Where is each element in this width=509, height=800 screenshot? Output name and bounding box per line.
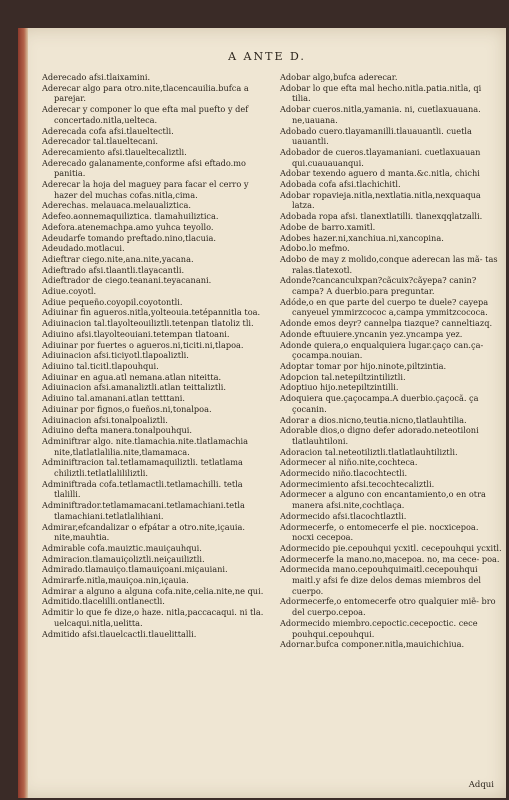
dictionary-entry: Aderecar y componer lo que efta mal puefto y def concertado.nitla,ueltecа.	[42, 104, 249, 125]
dictionary-entry: Adormecido niño.tlacochtectli.	[280, 468, 408, 479]
dictionary-entry: Aderechas. melauaca.melaualiztica.	[42, 200, 192, 211]
dictionary-entry: Adiue pequeño.coyopil.coyotontli.	[42, 296, 183, 307]
dictionary-entry: Adobar cueros.nitla,yamania. ni, cuetlaxuauana. ne,uauana.	[280, 104, 481, 125]
dictionary-entry: Adormecer a alguno con encantamiento,o en otra manera afsi.nite,cochtlaça.	[280, 489, 486, 511]
dictionary-entry: Adormecerfe, o entomecerfe el pie. nocxicepoa. nocxi cecepoa.	[280, 521, 479, 543]
dictionary-entry: Adormecida mano.cepouhquimaitl.cecepouhqui maitl.y afsi fe dize delos demas miembros del cuerpo.	[280, 564, 481, 596]
page-binding-edge	[18, 28, 28, 798]
dictionary-entry: Adiuinacion afsi.ticiyotl.tlapoaliztli.	[42, 350, 189, 361]
dictionary-entry: Adieftrador de ciego.teanani.teyacanani.	[42, 275, 212, 286]
dictionary-page	[18, 28, 506, 798]
dictionary-entry: Admirable cofa.mauiztic.mauiçauhqui.	[42, 542, 202, 553]
dictionary-entry: Adoptar tomar por hijo.ninote,piltzintia.	[280, 360, 447, 371]
dictionary-entry: Adobar ropavieja.nitla,nextlatia.nitla,nexquaqua latza.	[280, 189, 481, 211]
dictionary-entry: Adieftrado afsi.tlaantli.tlayacantli.	[42, 264, 185, 275]
dictionary-entry: Aderecar la hoja del maguey para facar el cerro y hazer del muchas cofas.nitla,cima.	[42, 179, 249, 200]
dictionary-entry: Adoquiera que.çaçocampa.A duerbio.çaçocã. ça çocanin.	[280, 393, 479, 414]
dictionary-entry: Adieftrar ciego.nite,ana.nite,yacana.	[42, 253, 194, 264]
dictionary-entry: Adorable dios,o digno defer adorado.neteotiloni tlatlauhtiloni.	[280, 425, 479, 446]
dictionary-entry: Adobo.lo mefmo.	[280, 243, 350, 254]
dictionary-entry: Admiracion.tlamauiçoliztli.neiçauiliztli.	[42, 553, 205, 564]
dictionary-entry: Adiue.coyotl.	[42, 286, 97, 297]
dictionary-entry: Admirar a alguno a alguna cofa.nite,celia.nite,ne qui.	[42, 585, 264, 596]
dictionary-entry: Adobar texendo aguero d manta.&c.nitla, chichi	[280, 168, 480, 179]
dictionary-entry: Adonde emos deyr? cannelpa tiazque? canneltiazq.	[280, 318, 493, 329]
dictionary-entry: Adminiftrador.tetlamamacani.tetlamachiani.tetla tlamachiani.tetlatlalihiani.	[42, 500, 245, 521]
dictionary-entry: Aderecar algo para otro.nite,tlacencauilia.bufca a parejar.	[42, 82, 249, 104]
dictionary-entry: Adiuinar por fuertes o agueros.ni,ticiti.ni,tlapoa.	[42, 339, 244, 350]
dictionary-entry: Admitido afsi.tlauelcactli.tlauelittalli.	[42, 628, 197, 639]
dictionary-entry: Adiuinar en agua.atl nemana.atlan niteitta.	[42, 371, 222, 382]
dictionary-entry: Adormecido pie.cepouhqui ycxitl. cecepouhqui ycxitl.	[280, 542, 502, 553]
dictionary-entry: Adopcion tal.netepiltzintiliztli.	[280, 371, 406, 382]
dictionary-entry: Adoracion tal.neteotiliztli.tlatlatlauhtiliztli.	[280, 446, 458, 457]
dictionary-entry: Adiuino tal.amanani.atlan tetttani.	[42, 393, 185, 404]
dictionary-entry: Adefeo.aonnemaquiliztica. tlamahuiliztica.	[42, 211, 219, 222]
dictionary-entry: Adiuinacion tal.tlayolteouiliztli.tetenpan tlatoliz tli.	[42, 318, 254, 329]
running-head: A ANTE D.	[228, 50, 306, 63]
dictionary-entry: Aderecado galanamente,conforme afsi eftado.mo panitia.	[42, 157, 246, 179]
dictionary-entry: Adminiftrada cofa.tetlamactli.tetlamachilli. tetla tlalilli.	[42, 478, 243, 500]
dictionary-entry: Admitido.tlacelilli.ontlanectli.	[42, 596, 165, 607]
dictionary-entry: Adminiftracion tal.tetlamamaquiliztli. tetlatlama chiliztli.tetlatlalililiztli.	[42, 457, 243, 479]
dictionary-entry: Adminiftrar algo. nite.tlamachia.nite.tlatlamachia nite,tlatlatlalilia.nite,tlamamaca.	[42, 435, 249, 457]
dictionary-entry: Adiuino defta manera.tonalpouhqui.	[42, 425, 192, 436]
catchword: Adqui	[468, 780, 494, 790]
dictionary-entry: Adiuino tal.ticitl.tlapouhqui.	[42, 360, 159, 371]
dictionary-entry: Admirar,efcandalizar o efpátar a otro.nite,içauia. nite,mauhtia.	[42, 521, 245, 543]
dictionary-entry: Aderecado afsi.tlaixamini.	[42, 72, 151, 82]
dictionary-entry: Adóde,o en que parte del cuerpo te duele? cayepa canyeuel ymmirzcococ a,campa ymmitzcococa.	[280, 296, 489, 318]
dictionary-entry: Adormecido miembro.cepoctic.cecepoctic. cece pouhqui.cepouhqui.	[280, 617, 478, 639]
dictionary-entry: Adormecimiento afsi.tecochtecaliztli.	[280, 478, 435, 489]
dictionary-entry: Adiuinar fin agueros.nitla,yolteouia.tetépannitla toa.	[42, 307, 261, 318]
dictionary-entry: Adeudado.motlacui.	[42, 243, 125, 254]
dictionary-entry: Adormecido afsi.tlacochtlaztli.	[280, 510, 407, 521]
dictionary-entry: Admirado.tlamauiço.tlamauiçoani.miçauiani.	[42, 564, 228, 575]
dictionary-entry: Adoptiuo hijo.netepiltzintilli.	[280, 382, 399, 393]
dictionary-entry: Adobes hazer.ni,xanchiua.ni,xancopina.	[280, 232, 444, 243]
dictionary-entry: Adeudarfe tomando preftado.nino,tlacuia.	[42, 232, 216, 243]
dictionary-entry: Adobada cofa afsi.tlachichitl.	[280, 179, 401, 190]
dictionary-entry: Adonde?cancanculxpan?cãcuix?cãyepa? canin? campa? A duerbio.para preguntar.	[280, 275, 477, 297]
dictionary-entry: Adormecerfe la mano.no,macepoa. no, ma cece- poa.	[280, 553, 500, 564]
dictionary-entry: Admirarfe.nitla,mauiçoa.nin,içauia.	[42, 575, 189, 586]
dictionary-entry: Adobar algo,bufca aderecar.	[280, 72, 398, 82]
dictionary-entry: Adobe de barro.xamitl.	[280, 221, 376, 232]
dictionary-entry: Adorar a dios.nicno,teutia.nicno,tlatlauhtilia.	[280, 414, 467, 425]
dictionary-entry: Adobar lo que efta mal hecho.nitla.patia.nitla, qi tilia.	[280, 82, 482, 104]
dictionary-entry: Adormecer al niño.nite,cochteca.	[280, 457, 418, 468]
dictionary-entry: Admitir lo que fe dize,o haze. nitla,paccacaqui. ni tla. uelcaqui.nitla,uelitta.	[42, 607, 264, 628]
dictionary-entry: Adormecerfe,o entomecerfe otro qualquier miẽ- bro del cuerpo.cepoa.	[280, 596, 496, 618]
dictionary-entry: Adornar.bufca componer.nitla,mauichichiua.	[280, 639, 465, 650]
dictionary-entry: Aderecador tal.tlaueltecani.	[42, 136, 158, 147]
dictionary-entry: Adonde eftuuiere.yncanin yez.yncampa yez.	[280, 328, 463, 339]
dictionary-entry: Aderecamiento afsi.tlaueltecaliztli.	[42, 146, 187, 157]
dictionary-entry: Aderecada cofa afsi.tlaueltectli.	[42, 125, 174, 136]
dictionary-entry: Adobado cuero.tlayamanilli.tlauauantli. cuetla uauantli.	[280, 125, 472, 147]
dictionary-entry: Adobo de may z molido,conque aderecan las mã- tas ralas.tlatexotl.	[280, 253, 498, 275]
dictionary-entry: Adiuino afsi.tlayolteouiani.tetempan tlatoani.	[42, 328, 230, 339]
left-column	[42, 72, 268, 639]
dictionary-entry: Adiuinar por fignos,o fueños.ni,tonalpoa.	[42, 403, 212, 414]
dictionary-entry: Adobador de cueros.tlayamaniani. cuetlaxuauan qui.cuauauanqui.	[280, 146, 481, 168]
dictionary-entry: Adiuinacion afsi.amanaliztli.atlan teittaliztli.	[42, 382, 226, 393]
dictionary-entry: Adobada ropa afsi. tlanextlatilli. tlanexqqlatzalli.	[280, 211, 483, 222]
dictionary-entry: Adiuinacion afsi.tonalpoaliztli.	[42, 414, 168, 425]
dictionary-entry: Adonde quiera,o enqualquiera lugar.çaço can.ça- çocampa.nouian.	[280, 339, 484, 361]
right-column	[280, 72, 502, 650]
dictionary-entry: Adefora.atenemachpa.amo yuhca teyollo.	[42, 221, 214, 232]
